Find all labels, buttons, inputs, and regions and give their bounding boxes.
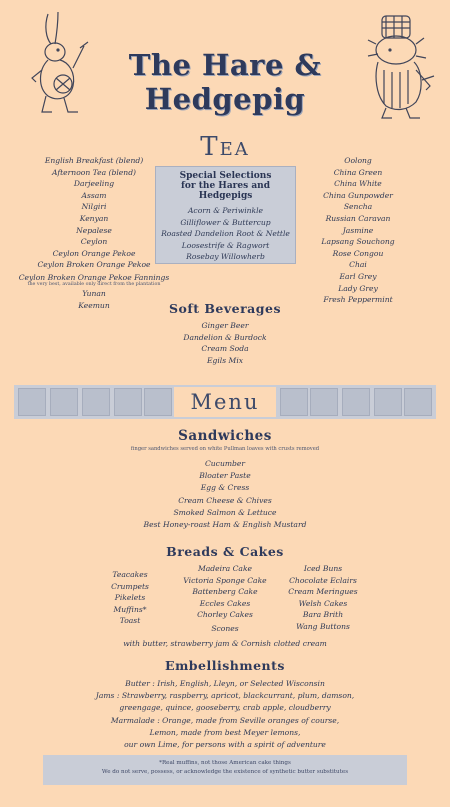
ornament-tile xyxy=(114,388,142,416)
list-item: Cream Soda xyxy=(201,344,249,354)
list-item: Muffins* xyxy=(113,604,147,614)
list-item: Dandelion & Burdock xyxy=(183,332,267,342)
list-item xyxy=(14,273,174,288)
list-item: Keemun xyxy=(78,300,110,310)
ornament-tile xyxy=(342,388,370,416)
ornament-tile xyxy=(280,388,308,416)
list-item: Toast xyxy=(119,616,141,626)
list-item: Iced Buns xyxy=(303,564,343,573)
list-item: China White xyxy=(334,179,382,189)
list-item: Crumpets xyxy=(111,581,149,591)
list-item: Gilliflower & Buttercup xyxy=(180,217,271,227)
list-item: Yunan xyxy=(82,288,106,298)
ornament-tile xyxy=(374,388,402,416)
list-item: English Breakfast (blend) xyxy=(44,156,144,165)
list-item-label: Ceylon Broken Orange Pekoe Fannings xyxy=(18,272,170,282)
tea-heading: Tea xyxy=(200,132,250,162)
footer-notes xyxy=(43,755,407,785)
breads-column-1 xyxy=(95,569,165,627)
breads-serving-note: with butter, strawberry jam & Cornish clotted cream xyxy=(123,639,327,648)
fannings-note: the very best, available only direct from the plantation xyxy=(27,281,161,287)
tea-list-right xyxy=(298,155,418,306)
list-item: our own Lime, for persons with a spirit of adventure xyxy=(124,740,326,750)
list-item: Wang Buttons xyxy=(296,621,350,631)
embellishments-heading: Embellishments xyxy=(165,658,285,673)
ornament-tile xyxy=(18,388,46,416)
list-item: Afternoon Tea (blend) xyxy=(51,167,137,177)
list-item: Loosestrife & Ragwort xyxy=(181,240,270,250)
list-item: Scones xyxy=(211,623,239,633)
list-item: Battenberg Cake xyxy=(192,587,258,597)
list-item: Oolong xyxy=(344,156,372,165)
list-item: Rosebay Willowherb xyxy=(186,252,265,261)
list-item: Chocolate Eclairs xyxy=(289,575,357,585)
list-item: Fresh Peppermint xyxy=(323,295,393,305)
restaurant-title: The Hare & Hedgepig xyxy=(128,48,322,116)
list-item: Rose Congou xyxy=(332,248,384,258)
list-item: Acorn & Periwinkle xyxy=(187,206,264,215)
menu-heading: Menu xyxy=(174,387,276,417)
special-title: Special Selections for the Hares and Hedgepigs xyxy=(179,171,272,201)
menu-banner xyxy=(14,385,436,419)
list-item: greengage, quince, gooseberry, crab apple, cloudberry xyxy=(119,703,331,713)
list-item: Cucumber xyxy=(204,459,246,468)
list-item: Chorley Cakes xyxy=(197,610,253,620)
list-item: Lapsang Souchong xyxy=(321,237,395,247)
list-item: Bara Brith xyxy=(302,610,344,620)
special-list xyxy=(156,205,295,263)
hedgehog-illustration xyxy=(360,10,440,122)
list-item: Ceylon Broken Orange Pekoe xyxy=(37,260,151,270)
list-item: Best Honey-roast Ham & English Mustard xyxy=(143,520,307,530)
ornament-tile xyxy=(82,388,110,416)
list-item: China Green xyxy=(333,167,383,177)
list-item: Ceylon Orange Pekoe xyxy=(52,248,136,258)
list-item: China Gunpowder xyxy=(323,190,393,200)
list-item: Cream Cheese & Chives xyxy=(178,495,272,505)
list-item: Jasmine xyxy=(342,225,374,235)
list-item: Pikelets xyxy=(114,593,146,603)
list-item: Teacakes xyxy=(112,570,148,579)
tea-list-left xyxy=(14,155,174,311)
list-item: Madeira Cake xyxy=(197,564,253,573)
list-item: Egils Mix xyxy=(206,355,244,365)
sandwiches-note: finger sandwiches served on white Pullman loaves with crusts removed xyxy=(130,446,320,452)
list-item: Jams : Strawberry, raspberry, apricot, blackcurrant, plum, damson, xyxy=(95,691,355,701)
list-item: Russian Caravan xyxy=(325,213,391,223)
list-item: Ceylon xyxy=(80,237,108,247)
list-item: Ginger Beer xyxy=(201,321,249,330)
list-item: Smoked Salmon & Lettuce xyxy=(173,507,277,517)
hare-illustration xyxy=(18,8,98,120)
list-item: Butter : Irish, English, Lleyn, or Selected Wisconsin xyxy=(125,679,325,688)
list-item: Nepalese xyxy=(76,225,112,235)
special-selections-box xyxy=(155,166,296,264)
list-item: Eccles Cakes xyxy=(199,598,251,608)
list-item: Cream Meringues xyxy=(288,587,358,597)
list-item: Chai xyxy=(349,260,367,270)
footer-line: *Real muffins, not those American cake things xyxy=(159,760,291,766)
list-item: Earl Grey xyxy=(339,271,377,281)
ornament-tile xyxy=(50,388,78,416)
list-item: Egg & Cress xyxy=(200,483,250,493)
breads-column-3 xyxy=(278,563,368,633)
list-item: Roasted Dandelion Root & Nettle xyxy=(161,229,290,238)
list-item: Marmalade : Orange, made from Seville oranges of course, xyxy=(110,715,340,725)
ornament-tile xyxy=(144,388,172,416)
list-item: Sencha xyxy=(343,202,373,212)
sandwiches-heading: Sandwiches xyxy=(178,428,272,444)
breads-cakes-heading: Breads & Cakes xyxy=(166,544,284,559)
list-item: Lady Grey xyxy=(338,283,378,293)
list-item: Nilgiri xyxy=(81,202,107,212)
embellishments-list xyxy=(40,678,410,751)
breads-column-2 xyxy=(175,563,275,635)
list-item: Lemon, made from best Meyer lemons, xyxy=(149,727,301,737)
sandwiches-list xyxy=(100,458,350,531)
footer-line: We do not serve, possess, or acknowledge the existence of synthetic butter substitutes xyxy=(101,769,349,775)
list-item: Bloater Paste xyxy=(199,471,251,481)
list-item: Kenyan xyxy=(79,213,109,223)
list-item: Darjeeling xyxy=(73,179,115,189)
ornament-tile xyxy=(404,388,432,416)
list-item: Victoria Sponge Cake xyxy=(183,575,267,585)
ornament-tile xyxy=(310,388,338,416)
soft-beverages-heading: Soft Beverages xyxy=(168,301,282,316)
list-item: Welsh Cakes xyxy=(298,598,348,608)
soft-beverages-list xyxy=(150,320,300,366)
list-item: Assam xyxy=(81,190,107,200)
